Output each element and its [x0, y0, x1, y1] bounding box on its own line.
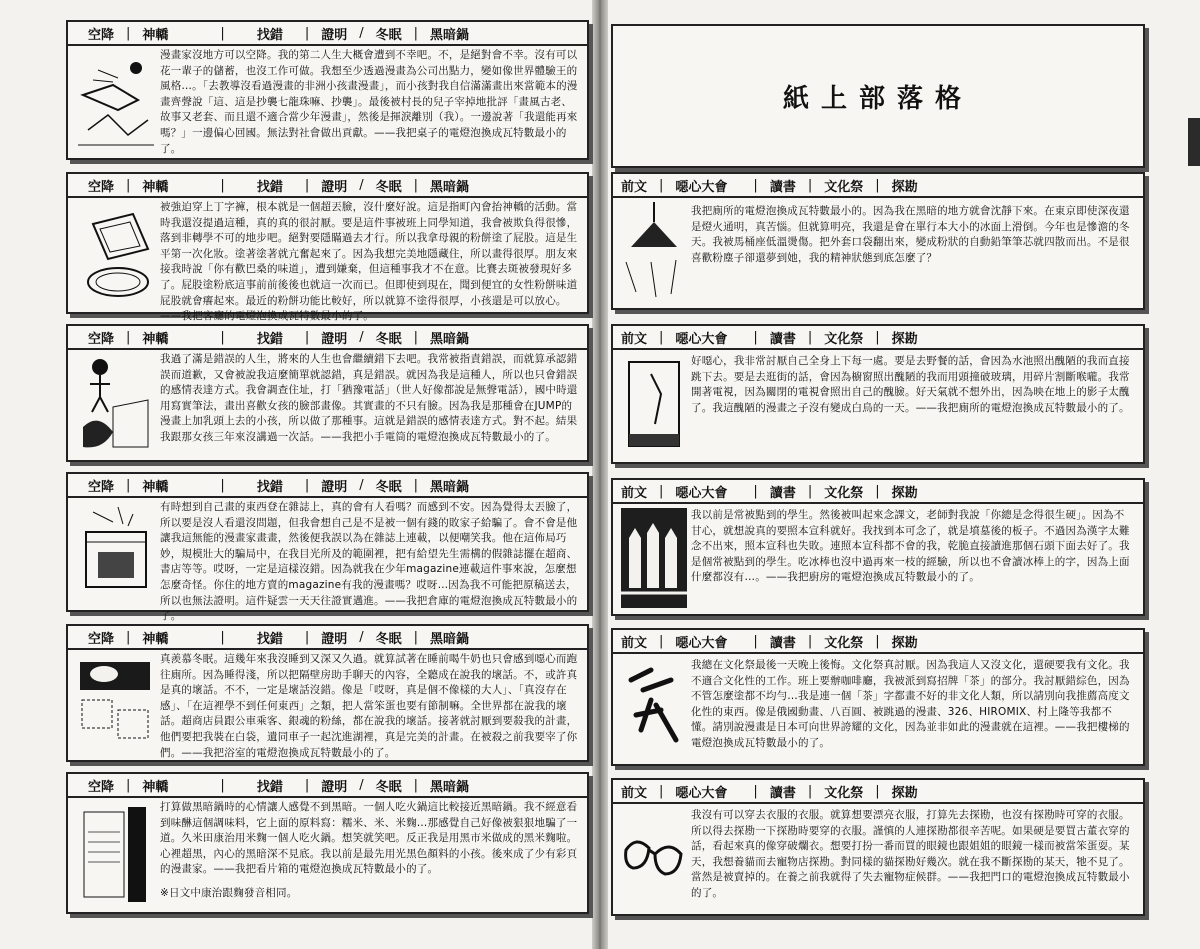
tag-3: 找錯 [256, 179, 283, 195]
blog-entry-7 [611, 172, 1145, 310]
tag-2: 噁心大會 [675, 179, 728, 195]
entry-tags: 空降 | 神轎 | 找錯 | 證明 / 冬眠 | 黑暗鍋 [68, 174, 587, 198]
mirror-compact-illustration [78, 204, 154, 304]
tea-sign-illustration [621, 660, 687, 756]
tag-1: 空降 [88, 779, 115, 795]
tag-1: 空降 [88, 631, 115, 647]
page-edge-tab [1188, 118, 1200, 166]
entry-tags: 空降 | 神轎 | 找錯 | 證明 / 冬眠 | 黑暗鍋 [68, 474, 587, 498]
entry-text: 好噁心，我非常討厭自己全身上下每一處。要是去野餐的話，會因為水池照出醜陋的我而直接跳下去。要是去逛街的話，會因為櫥窗照出醜陋的我而用頭撞破玻璃，用碎片割斷喉嚨。我常開著電視，因為關閉的電視會照出自己的醜臉。好天氣就不想外出，因為映在地上的影子太醜了。我這醜陋的漫畫之子沒有變成白鳥的一天。——我把廁所的電燈泡換成瓦特數最小的了。 [691, 355, 1130, 414]
title-banner [611, 24, 1145, 168]
tag-1: 前文 [621, 179, 648, 195]
blog-entry-10 [611, 628, 1145, 766]
blog-entry-6 [66, 772, 589, 914]
seasoning-bottle-illustration [78, 802, 154, 906]
tag-3: 讀書 [769, 485, 796, 501]
footnote: ※日文中康治跟麴發音相同。 [160, 887, 298, 899]
tag-5: 冬眠 [375, 179, 402, 195]
entry-tags: 前文 | 噁心大會 | 讀書 | 文化祭 | 探勘 [613, 174, 1143, 198]
tag-4: 證明 [321, 631, 348, 647]
tag-3: 讀書 [769, 785, 796, 801]
entry-tags: 前文 | 噁心大會 | 讀書 | 文化祭 | 探勘 [613, 480, 1143, 504]
magazine-illustration [78, 502, 154, 602]
tag-4: 文化祭 [824, 485, 864, 501]
tag-3: 找錯 [256, 631, 283, 647]
glasses-illustration [621, 810, 687, 906]
tag-3: 找錯 [256, 779, 283, 795]
student-sketch-illustration [78, 352, 154, 452]
tag-4: 文化祭 [824, 179, 864, 195]
tag-2: 噁心大會 [675, 785, 728, 801]
tag-5: 探勘 [891, 785, 918, 801]
blog-entry-11 [611, 778, 1145, 916]
entry-tags: 空降 | 神轎 | 找錯 | 證明 / 冬眠 | 黑暗鍋 [68, 326, 587, 350]
tag-1: 前文 [621, 331, 648, 347]
tag-4: 文化祭 [824, 635, 864, 651]
tag-3: 讀書 [769, 179, 796, 195]
tag-4: 文化祭 [824, 785, 864, 801]
book-gutter [592, 0, 608, 949]
tag-5: 冬眠 [375, 779, 402, 795]
entry-tags: 前文 | 噁心大會 | 讀書 | 文化祭 | 探勘 [613, 780, 1143, 804]
tag-1: 空降 [88, 479, 115, 495]
tag-3: 找錯 [256, 479, 283, 495]
blog-entry-9 [611, 478, 1145, 616]
tag-4: 文化祭 [824, 331, 864, 347]
tag-3: 找錯 [256, 27, 283, 43]
tag-6: 黑暗鍋 [430, 631, 470, 647]
tag-1: 空降 [88, 27, 115, 43]
tag-2: 神轎 [142, 631, 169, 647]
entry-tags: 空降 | 神轎 | 找錯 | 證明 / 冬眠 | 黑暗鍋 [68, 626, 587, 650]
entry-tags: 前文 | 噁心大會 | 讀書 | 文化祭 | 探勘 [613, 630, 1143, 654]
blog-entry-3 [66, 324, 589, 462]
tag-1: 前文 [621, 635, 648, 651]
sleeping-illustration [76, 652, 154, 752]
flying-man-illustration [78, 50, 154, 150]
tag-6: 黑暗鍋 [430, 331, 470, 347]
blog-entry-4 [66, 472, 589, 623]
tag-6: 黑暗鍋 [430, 779, 470, 795]
entry-text: 漫畫家沒地方可以空降。我的第二人生大概會遭到不幸吧。不，是絕對會不幸。沒有可以花一輩子的儲蓄，也沒工作可做。我想至少透過漫畫為公司出點力，變如像世界體驗王的風格…。「去教導沒看過漫畫的非洲小孩畫漫畫」，而小孩對我自信滿滿畫出來當範本的漫畫齊聲說「這、這是抄襲七龍珠嘛、抄襲」。最後被村長的兒子宰掉地批評「畫風古老、故事又老套、而且還不適合當少年漫畫」，然後是揮淚離別（我）。一邊說著「我還能再來嗎？」一邊偏心回國。無法對社會做出貢獻。——我把桌子的電燈泡換成瓦特數最小的了。 [160, 49, 578, 155]
tag-5: 冬眠 [375, 631, 402, 647]
tag-2: 神轎 [142, 479, 169, 495]
tag-1: 空降 [88, 179, 115, 195]
entry-text: 被強迫穿上丁字褲，根本就是一個超丟臉，沒什麼好說。這是指町內會抬神轎的活動。當時我還沒提過這種，真的真的很討厭。要是這件事被班上同學知道，我會被欺負得很慘，落到非轉學不可的地步吧。絕對要隱瞞過去才行。所以我拿母親的粉餅塗了屁股。這是生平第一次化妝。塗著塗著就亢奮起來了。因為我想完美地隱藏住，所以畫得很厚。朋友來接我時說「你有歡巴桑的味道」，遭到嫌棄，但這種事我才不在意。比賽去斑被發現好多了。屁股塗粉底這事前前後後也就這一次而已。但即使到現在，聞到便宜的女性粉餅味道屁股就會癢起來。最近的粉餅功能比較好，所以就算不塗得很厚，小孩還是可以放心。——我把客廳的電燈泡換成瓦特數最小的了。 [160, 201, 578, 323]
tag-1: 前文 [621, 485, 648, 501]
tag-6: 黑暗鍋 [430, 179, 470, 195]
tag-5: 探勘 [891, 179, 918, 195]
tag-5: 探勘 [891, 635, 918, 651]
mirror-reflection-illustration [621, 354, 687, 454]
tag-1: 空降 [88, 331, 115, 347]
tag-2: 神轎 [142, 331, 169, 347]
lamp-illustration [621, 202, 687, 302]
tag-5: 探勘 [891, 331, 918, 347]
tag-3: 找錯 [256, 331, 283, 347]
blog-entry-2 [66, 172, 589, 323]
entry-text: 我沒有可以穿去衣服的衣服。就算想要漂亮衣服，打算先去探勘，也沒有探勘時可穿的衣服。所以得去探勘一下探勘時要穿的衣服。謹慎的人連探勘都很辛苦呢。如果硬是要買古董衣穿的話，看起來真的像穿破爛衣。想要打扮一番而買的眼鏡也跟姐姐的眼鏡一樣而被當笨蛋耍。某天，我想養貓而去寵物店探勘。對同樣的貓探勘好幾次。就在我不斷探勘的某天，牠不見了。當然是被賣掉的。在養之前我就得了失去寵物症候群。——我把門口的電燈泡換成瓦特數最小的了。 [691, 809, 1130, 899]
tag-2: 噁心大會 [675, 485, 728, 501]
tag-5: 冬眠 [375, 479, 402, 495]
tag-5: 探勘 [891, 485, 918, 501]
tag-6: 黑暗鍋 [430, 27, 470, 43]
blog-entry-8 [611, 324, 1145, 464]
blog-entry-5 [66, 624, 589, 762]
tag-3: 讀書 [769, 331, 796, 347]
tag-5: 冬眠 [375, 331, 402, 347]
tag-4: 證明 [321, 27, 348, 43]
entry-text: 有時想到自己畫的東西登在雜誌上，真的會有人看嗎？而感到不安。因為覺得太丟臉了，所以要是沒人看還沒問題，但我會想自己是不是被一個有錢的敗家子給騙了。會不會是他讓我這無能的漫畫家畫畫，然後便我誤以為在雜誌上連載，以便嘲笑我。他在這佈局巧妙，規模壯大的騙局中，在我目光所及的範圍裡，把有給望先生需構的假雜誌擺在超商、書店等等。哎呀，一定是這樣沒錯。因為就我在少年magazine連載這件事來說，怎麼想怎麼奇怪。你住的地方賣的magazine有我的漫畫嗎？哎呀…因為我不可能把原稿送去，所以也無法證明。這件疑雲一天天往證實邁進。——我把倉庫的電燈泡換成瓦特數最小的了。 [160, 501, 578, 623]
entry-tags: 空降 | 神轎 | 找錯 | 證明 / 冬眠 | 黑暗鍋 [68, 774, 587, 798]
tag-1: 前文 [621, 785, 648, 801]
tag-2: 神轎 [142, 27, 169, 43]
tag-4: 證明 [321, 779, 348, 795]
tag-4: 證明 [321, 179, 348, 195]
entry-text: 我把廁所的電燈泡換成瓦特數最小的。因為我在黑暗的地方就會沈靜下來。在東京即使深夜還是燈火通明，真苦惱。但就算明亮，我還是會在單行本大小的冰面上滑倒。今年也是慘澹的冬天。我被馬桶座低溫燙傷。把外套口袋翻出來，變成粉狀的自動鉛筆筆芯就四散而出。不是很喜歡粉塵子卻還夢到她，我的精神狀態到底怎麼了？ [691, 205, 1130, 264]
entry-text: 我總在文化祭最後一天晚上後悔。文化祭真討厭。因為我這人又沒文化，還硬要我有文化。我不適合文化性的工作。班上要辦咖啡廳，我被派到寫招牌「茶」的部分。我討厭錯綜色，因為不管怎麼塗都不均勻…我是連一個「茶」字都畫不好的非文化人類，所以請別向我推薦高度文化性的東西。像是俄國動畫、八百圓、被跳過的漫畫、326、HIROMIX、村上隆等我都不懂。請別說漫畫是日本可向世界誇耀的文化，因為並非如此的漫畫就在這裡。——我把樓梯的電燈泡換成瓦特數最小的了。 [691, 659, 1130, 749]
tag-3: 讀書 [769, 635, 796, 651]
entry-text: 我以前是常被點到的學生。然後被叫起來念課文，老師對我說「你總是念得很生硬」。因為不甘心，就想說真的要照本宣科就好。我找到本可念了，就是墳墓後的板子。不過因為漢字太難念不出來，照本宣科也失敗。連照本宣科都不會的我，乾脆直接讀進那個石頭下面去好了。我是個常被點到的學生。吃冰棒也沒中過再來一枝的經驗，所以也不會讀冰棒上的字，因為上面什麼都沒有…。——我把廚房的電燈泡換成瓦特數最小的了。 [691, 509, 1130, 584]
blog-entry-1 [66, 20, 589, 160]
tag-2: 神轎 [142, 179, 169, 195]
graveyard-illustration [621, 508, 687, 608]
tag-2: 噁心大會 [675, 331, 728, 347]
page-title: 紙上部落格 [782, 84, 973, 114]
tag-4: 證明 [321, 479, 348, 495]
tag-4: 證明 [321, 331, 348, 347]
tag-5: 冬眠 [375, 27, 402, 43]
entry-tags: 前文 | 噁心大會 | 讀書 | 文化祭 | 探勘 [613, 326, 1143, 350]
tag-2: 神轎 [142, 779, 169, 795]
entry-tags: 空降 | 神轎 | 找錯 | 證明 / 冬眠 | 黑暗鍋 [68, 22, 587, 46]
entry-text: 我過了滿是錯誤的人生，將來的人生也會繼續錯下去吧。我常被指責錯誤，而就算承認錯誤而道歉，又會被說我這麼簡單就認錯，真是錯誤。就因為我是這種人，所以也只會錯誤的感情表達方式。我會調查住址，打「猶豫電話」（世人好像都說是無聲電話），國中時還用寫實筆法，畫出喜歡女孩的臉部畫像。其實畫的不只有臉。因為我是那種會在JUMP的漫畫上加乳頭上去的小孩，所以做了那種事。這就是錯誤的感情表達方式。對不起。結果我跟那女孩三年來沒講過一次話。——我把小手電筒的電燈泡換成瓦特數最小的了。 [160, 353, 578, 443]
tag-2: 噁心大會 [675, 635, 728, 651]
entry-text: 真羨慕冬眠。這幾年來我沒睡到又深又久過。就算試著在睡前喝牛奶也只會感到噁心而跑往廁所。因為睡得淺，所以把隔壁房助手聊天的內容，全聽成在說我的壞話。不，或許真是真的壞話。不不，一定是壞話沒錯。像是「哎呀，真是個不像樣的大人」、「真沒存在感」、「在這裡學不到任何東西」之類，把人當笨蛋也要有節制嘛。全世界都在說我的壞話。超商店員跟公車乘客、銀魂的粉絲，都在說我的壞話。接著就討厭到要殺我的計畫，他們要把我裝在白袋，遺同車子一起沈進湖裡，真是完美的計畫。在被殺之前我要宰了你們。——我把浴室的電燈泡換成瓦特數最小的了。 [160, 653, 578, 759]
entry-text: 打算做黑暗鍋時的心情讓人感覺不到黑暗。一個人吃火鍋這比較接近黑暗鍋。我不經意看到味醂這個調味料，它上面的原料寫：糯米、米、米麴…那感覺自己好像被狠狠地騙了一道。久米田康治用米麴一個人吃火鍋。想笑就笑吧。反正我是用黑市米做成的黑米麴啦。心裡超黑，內心的黑暗深不見底。我以前是最先用光黑色顏料的小孩。後來成了少有彩頁的漫畫家。——我把看片箱的電燈泡換成瓦特數最小的了。 [160, 801, 578, 876]
tag-6: 黑暗鍋 [430, 479, 470, 495]
